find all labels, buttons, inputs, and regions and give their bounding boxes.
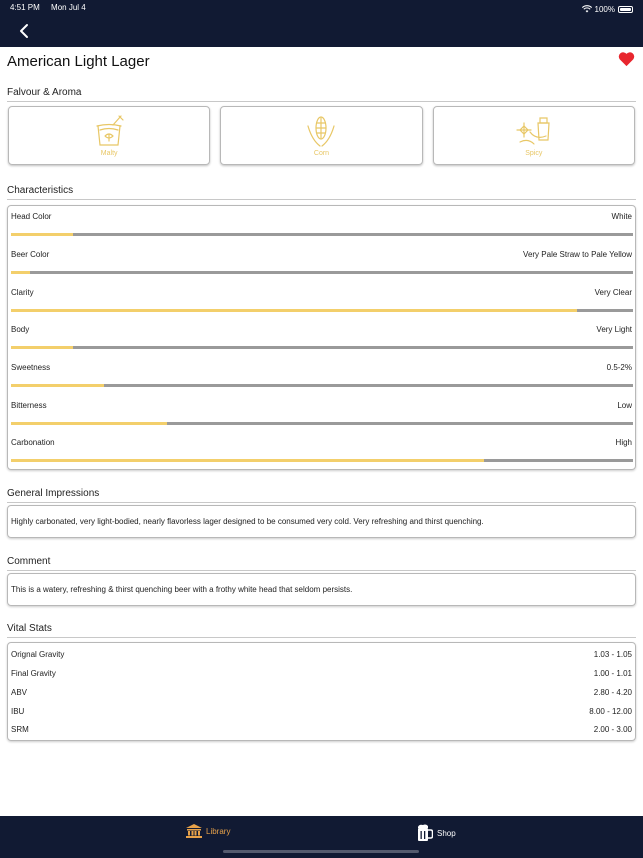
characteristic-row [10, 395, 633, 433]
tab-shop-label: Shop [437, 828, 456, 838]
characteristic-bar-fill [11, 422, 167, 425]
characteristic-label: Body [11, 325, 30, 334]
characteristic-label: Carbonation [11, 438, 55, 447]
characteristics-panel [7, 205, 636, 470]
vital-stat-row [11, 720, 632, 739]
characteristics-heading: Characteristics [7, 185, 636, 200]
characteristic-row [10, 432, 633, 470]
vital-stat-label: Orignal Gravity [11, 650, 65, 659]
wifi-icon [582, 5, 592, 13]
characteristic-bar-fill [11, 309, 577, 312]
battery-percent: 100% [594, 4, 615, 14]
general-impressions-box [7, 505, 636, 538]
characteristic-bar-fill [11, 384, 104, 387]
comment-box [7, 573, 636, 606]
flavour-label: Corn [313, 150, 330, 157]
vital-stat-row [11, 702, 632, 721]
characteristic-bar-fill [11, 459, 484, 462]
navigation-bar [0, 0, 643, 47]
characteristic-bar [11, 384, 633, 387]
characteristic-label: Clarity [11, 288, 34, 297]
general-impressions-text: Highly carbonated, very light-bodied, nearly flavorless lager designed to be consumed very cold. Very refreshing and thirst quenching. [11, 517, 484, 526]
spices-icon [516, 114, 552, 148]
characteristic-value: Low [617, 401, 632, 410]
page-title: American Light Lager [7, 53, 150, 70]
characteristic-label: Head Color [11, 212, 52, 221]
characteristic-row [10, 282, 633, 320]
characteristic-row [10, 244, 633, 282]
malt-bag-icon [91, 114, 127, 148]
vital-stat-label: Final Gravity [11, 669, 56, 678]
characteristic-bar-fill [11, 233, 73, 236]
characteristic-bar-fill [11, 346, 73, 349]
flavour-heading: Falvour & Aroma [7, 87, 636, 102]
characteristic-bar-fill [11, 271, 30, 274]
vital-stat-value: 1.00 - 1.01 [593, 669, 632, 678]
characteristic-row [10, 206, 633, 244]
vital-stats-heading: Vital Stats [7, 623, 636, 638]
vital-stat-value: 2.00 - 3.00 [593, 725, 632, 734]
characteristic-value: Very Light [596, 325, 632, 334]
characteristic-value: High [615, 438, 632, 447]
flavour-list [8, 106, 635, 165]
vital-stat-label: IBU [11, 707, 25, 716]
vital-stat-value: 2.80 - 4.20 [593, 688, 632, 697]
characteristic-bar [11, 346, 633, 349]
tab-library[interactable] [186, 824, 230, 838]
characteristic-bar [11, 422, 633, 425]
characteristic-value: Very Pale Straw to Pale Yellow [523, 250, 632, 259]
vital-stat-row [11, 664, 632, 683]
library-icon [186, 824, 202, 838]
vital-stats-panel [7, 642, 636, 741]
vital-stat-label: SRM [11, 725, 29, 734]
characteristic-label: Beer Color [11, 250, 50, 259]
characteristic-label: Bitterness [11, 401, 47, 410]
vital-stat-value: 8.00 - 12.00 [589, 707, 632, 716]
characteristic-bar [11, 233, 633, 236]
flavour-label: Spicy [525, 150, 543, 157]
characteristic-bar [11, 271, 633, 274]
vital-stat-label: ABV [11, 688, 28, 697]
characteristic-value: Very Clear [594, 288, 632, 297]
flavour-label: Malty [100, 150, 118, 157]
battery-icon [618, 6, 633, 13]
home-indicator [223, 850, 419, 853]
flavour-card-corn[interactable] [220, 106, 422, 165]
comment-heading: Comment [7, 556, 636, 571]
tab-bar [0, 816, 643, 858]
back-chevron-icon[interactable] [16, 22, 32, 40]
favorite-heart-icon[interactable] [618, 51, 635, 67]
tab-library-label: Library [206, 826, 231, 836]
characteristic-value: White [611, 212, 632, 221]
tab-shop[interactable] [417, 824, 456, 842]
characteristic-bar [11, 459, 633, 462]
characteristic-label: Sweetness [11, 363, 51, 372]
flavour-card-malty[interactable] [8, 106, 210, 165]
comment-text: This is a watery, refreshing & thirst quenching beer with a frothy white head that seldom persists. [11, 585, 353, 594]
corn-icon [303, 114, 339, 148]
vital-stat-row [11, 645, 632, 664]
characteristic-row [10, 319, 633, 357]
characteristic-value: 0.5-2% [606, 363, 632, 372]
status-time: 4:51 PM [10, 3, 40, 12]
vital-stat-value: 1.03 - 1.05 [593, 650, 632, 659]
flavour-card-spicy[interactable] [433, 106, 635, 165]
vital-stat-row [11, 683, 632, 702]
title-row [7, 50, 636, 72]
general-impressions-heading: General Impressions [7, 488, 636, 503]
characteristic-row [10, 357, 633, 395]
beer-mug-icon [417, 824, 433, 842]
status-date: Mon Jul 4 [51, 3, 86, 12]
status-bar [10, 3, 633, 15]
characteristic-bar [11, 309, 633, 312]
